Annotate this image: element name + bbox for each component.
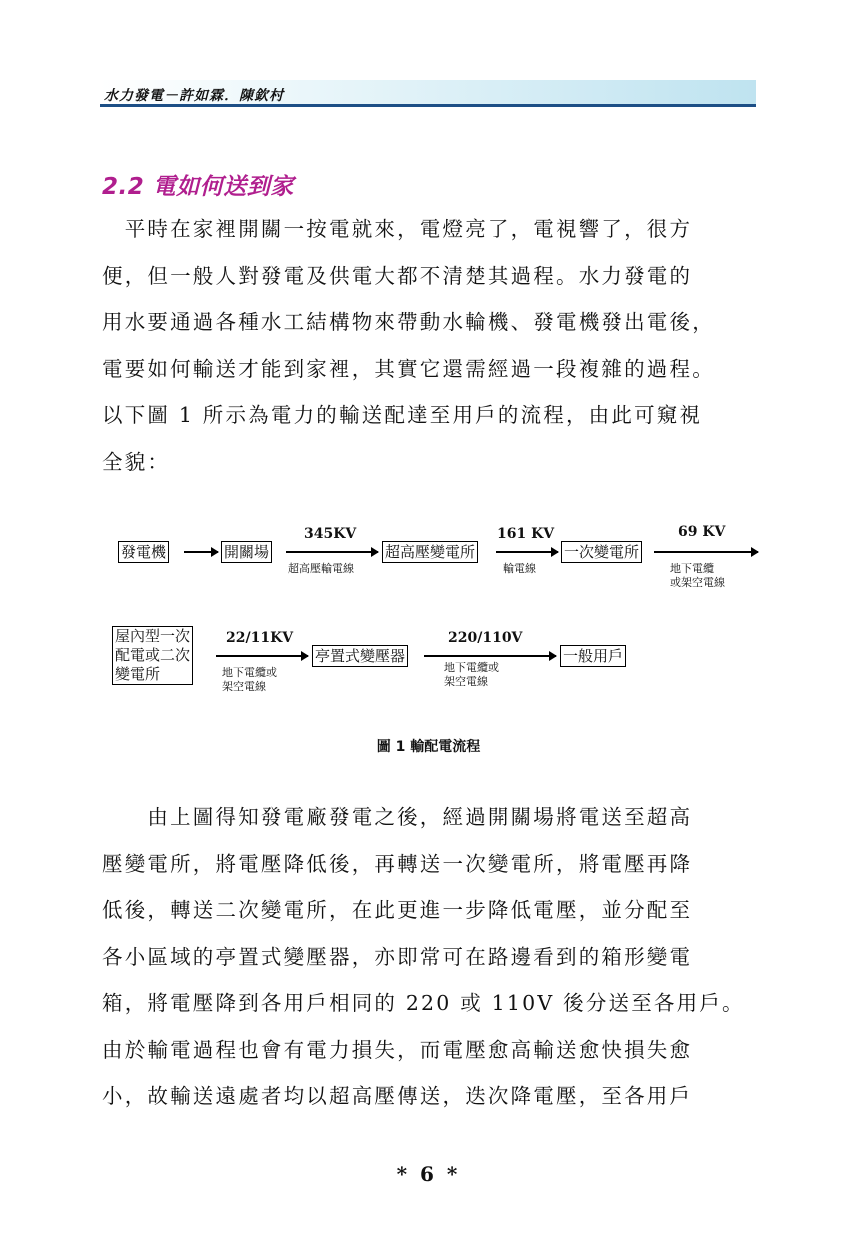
label-cable-or-overhead: 地下電纜或 架空電線: [444, 661, 499, 688]
paragraph-line: 全貌：: [102, 449, 171, 474]
paragraph-line: 以下圖 1 所示為電力的輸送配達至用戶的流程，由此可窺視: [102, 403, 703, 427]
power-flow-diagram: [108, 512, 768, 712]
node-ehv-substation: 超高壓變電所: [382, 541, 478, 563]
arrow: [216, 655, 308, 657]
paragraph-line: 便，但一般人對發電及供電大都不清楚其過程。水力發電的: [102, 263, 693, 288]
paragraph-line: 低後，轉送二次變電所，在此更進一步降低電壓，並分配至: [102, 898, 693, 922]
label-ehv-line: 超高壓輸電線: [288, 562, 354, 575]
node-secondary-substation-label: 屋內型一次 配電或二次 變電所: [115, 627, 191, 683]
paragraph-line: 壓變電所，將電壓降低後，再轉送一次變電所，將電壓再降: [102, 851, 693, 876]
arrow: [654, 551, 758, 553]
page-number: * 6 *: [396, 1162, 461, 1186]
paragraph-line: 各小區域的亭置式變壓器，亦即常可在路邊看到的箱形變電: [102, 944, 693, 969]
node-pad-mounted-transformer: 亭置式變壓器: [312, 645, 408, 667]
label-345kv: 345KV: [304, 526, 357, 542]
paragraph-line: 電要如何輸送才能到家裡，其實它還需經過一段複雜的過程。: [102, 356, 715, 381]
section-heading: 2.2 電如何送到家: [102, 174, 294, 200]
label-cable-or-overhead: 地下電纜 或架空電線: [670, 562, 725, 589]
label-transmission-line: 輸電線: [503, 562, 536, 575]
arrow: [184, 551, 218, 553]
arrow: [286, 551, 378, 553]
paragraph-line: 小，故輸送遠處者均以超高壓傳送，迭次降電壓，至各用戶: [102, 1084, 693, 1108]
label-cable-or-overhead: 地下電纜或 架空電線: [222, 666, 277, 693]
node-customer: 一般用戶: [560, 645, 626, 667]
paragraph-line: 由於輸電過程也會有電力損失，而電壓愈高輸送愈快損失愈: [102, 1037, 693, 1062]
arrow: [496, 551, 558, 553]
paragraph-line: 用水要通過各種水工結構物來帶動水輪機、發電機發出電後，: [102, 310, 715, 334]
node-secondary-substation: [112, 626, 193, 685]
node-switchyard: 開關場: [221, 541, 272, 563]
paragraph-line: 箱，將電壓降到各用戶相同的 220 或 110V 後分送至各用戶。: [102, 991, 745, 1015]
paragraph-intro: [102, 206, 758, 485]
label-220-110v: 220/110V: [448, 630, 523, 646]
paragraph-line: 平時在家裡開關一按電就來，電燈亮了，電視響了，很方: [102, 217, 693, 241]
label-22-11kv: 22/11KV: [226, 630, 294, 646]
arrow: [424, 655, 556, 657]
paragraph-line: 由上圖得知發電廠發電之後，經過開關場將電送至超高: [102, 805, 693, 829]
node-generator: 發電機: [118, 541, 169, 563]
label-161kv: 161 KV: [497, 526, 555, 542]
node-primary-substation: 一次變電所: [561, 541, 642, 563]
figure-caption: 圖 1 輸配電流程: [376, 739, 481, 755]
paragraph-explanation: [102, 794, 758, 1120]
running-header: [100, 80, 756, 107]
label-69kv: 69 KV: [678, 524, 726, 540]
header-title: 水力發電－許如霖．陳欽村: [104, 88, 284, 104]
